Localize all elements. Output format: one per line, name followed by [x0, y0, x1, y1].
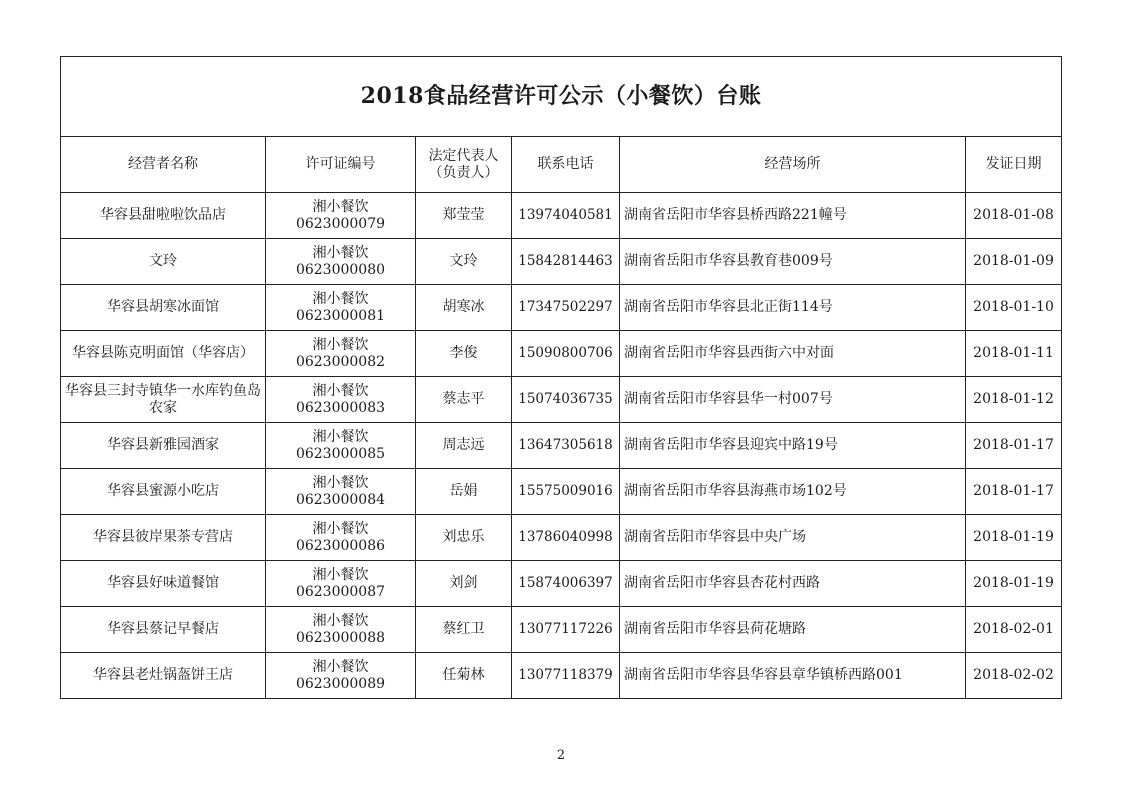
phone-cell: 13077118379 — [512, 653, 620, 699]
table-row — [61, 469, 1062, 515]
table-row — [61, 653, 1062, 699]
issue-date-cell: 2018-02-01 — [966, 607, 1062, 653]
operator-name-cell: 华容县彼岸果茶专营店 — [61, 515, 266, 561]
legal-rep-cell: 刘忠乐 — [416, 515, 512, 561]
table-row — [61, 561, 1062, 607]
operator-name-cell: 华容县老灶锅盔饼王店 — [61, 653, 266, 699]
issue-date-cell: 2018-01-19 — [966, 561, 1062, 607]
address-cell: 湖南省岳阳市华容县杏花村西路 — [620, 561, 966, 607]
operator-name-cell: 文玲 — [61, 239, 266, 285]
table-row — [61, 193, 1062, 239]
issue-date-cell: 2018-01-12 — [966, 377, 1062, 423]
issue-date-cell: 2018-01-09 — [966, 239, 1062, 285]
legal-rep-cell: 郑莹莹 — [416, 193, 512, 239]
issue-date-cell: 2018-01-19 — [966, 515, 1062, 561]
page-title: 2018食品经营许可公示（小餐饮）台账 — [61, 57, 1062, 137]
legal-rep-line2: （负责人） — [428, 164, 499, 181]
license-no-cell: 湘小餐饮0623000088 — [266, 607, 416, 653]
table-row — [61, 285, 1062, 331]
operator-name-cell: 华容县新雅园酒家 — [61, 423, 266, 469]
issue-date-cell: 2018-02-02 — [966, 653, 1062, 699]
table-row — [61, 607, 1062, 653]
header-row — [61, 137, 1062, 193]
address-cell: 湖南省岳阳市华容县华一村007号 — [620, 377, 966, 423]
address-cell: 湖南省岳阳市华容县北正街114号 — [620, 285, 966, 331]
table-row — [61, 377, 1062, 423]
phone-cell: 13647305618 — [512, 423, 620, 469]
phone-cell: 15842814463 — [512, 239, 620, 285]
legal-rep-cell: 刘剑 — [416, 561, 512, 607]
operator-name-cell: 华容县蔡记早餐店 — [61, 607, 266, 653]
legal-rep-cell: 岳娟 — [416, 469, 512, 515]
table-body — [61, 193, 1062, 699]
phone-cell: 15090800706 — [512, 331, 620, 377]
operator-name-cell: 华容县陈克明面馆（华容店） — [61, 331, 266, 377]
license-no-cell: 湘小餐饮0623000083 — [266, 377, 416, 423]
phone-cell: 17347502297 — [512, 285, 620, 331]
address-cell: 湖南省岳阳市华容县海燕市场102号 — [620, 469, 966, 515]
legal-rep-cell: 蔡红卫 — [416, 607, 512, 653]
issue-date-cell: 2018-01-11 — [966, 331, 1062, 377]
operator-name-cell: 华容县好味道餐馆 — [61, 561, 266, 607]
legal-rep-cell: 周志远 — [416, 423, 512, 469]
license-no-cell: 湘小餐饮0623000080 — [266, 239, 416, 285]
address-cell: 湖南省岳阳市华容县教育巷009号 — [620, 239, 966, 285]
phone-cell: 13974040581 — [512, 193, 620, 239]
license-ledger-table — [60, 56, 1062, 699]
license-no-cell: 湘小餐饮0623000082 — [266, 331, 416, 377]
table-row — [61, 515, 1062, 561]
column-header-legal-rep — [416, 137, 512, 193]
table-row — [61, 239, 1062, 285]
operator-name-cell: 华容县胡寒冰面馆 — [61, 285, 266, 331]
page-number: 2 — [556, 748, 566, 763]
operator-name-cell: 华容县三封寺镇华一水库钓鱼岛农家 — [61, 377, 266, 423]
phone-cell: 13786040998 — [512, 515, 620, 561]
issue-date-cell: 2018-01-17 — [966, 423, 1062, 469]
operator-name-cell: 华容县蜜源小吃店 — [61, 469, 266, 515]
phone-cell: 15874006397 — [512, 561, 620, 607]
issue-date-cell: 2018-01-08 — [966, 193, 1062, 239]
issue-date-cell: 2018-01-10 — [966, 285, 1062, 331]
address-cell: 湖南省岳阳市华容县桥西路221幢号 — [620, 193, 966, 239]
column-header-issue-date: 发证日期 — [966, 137, 1062, 193]
column-header-operator-name: 经营者名称 — [61, 137, 266, 193]
license-no-cell: 湘小餐饮0623000087 — [266, 561, 416, 607]
license-no-cell: 湘小餐饮0623000079 — [266, 193, 416, 239]
table-row — [61, 423, 1062, 469]
legal-rep-cell: 文玲 — [416, 239, 512, 285]
legal-rep-line1: 法定代表人 — [428, 147, 499, 164]
license-no-cell: 湘小餐饮0623000086 — [266, 515, 416, 561]
operator-name-cell: 华容县甜啦啦饮品店 — [61, 193, 266, 239]
phone-cell: 15575009016 — [512, 469, 620, 515]
table-row — [61, 331, 1062, 377]
license-no-cell: 湘小餐饮0623000089 — [266, 653, 416, 699]
title-row — [61, 57, 1062, 137]
phone-cell: 15074036735 — [512, 377, 620, 423]
address-cell: 湖南省岳阳市华容县迎宾中路19号 — [620, 423, 966, 469]
legal-rep-cell: 任菊林 — [416, 653, 512, 699]
address-cell: 湖南省岳阳市华容县中央广场 — [620, 515, 966, 561]
license-no-cell: 湘小餐饮0623000081 — [266, 285, 416, 331]
legal-rep-cell: 胡寒冰 — [416, 285, 512, 331]
license-no-cell: 湘小餐饮0623000085 — [266, 423, 416, 469]
column-header-address: 经营场所 — [620, 137, 966, 193]
issue-date-cell: 2018-01-17 — [966, 469, 1062, 515]
column-header-phone: 联系电话 — [512, 137, 620, 193]
address-cell: 湖南省岳阳市华容县西街六中对面 — [620, 331, 966, 377]
address-cell: 湖南省岳阳市华容县荷花塘路 — [620, 607, 966, 653]
address-cell: 湖南省岳阳市华容县华容县章华镇桥西路001 — [620, 653, 966, 699]
license-no-cell: 湘小餐饮0623000084 — [266, 469, 416, 515]
phone-cell: 13077117226 — [512, 607, 620, 653]
legal-rep-cell: 李俊 — [416, 331, 512, 377]
column-header-license-no: 许可证编号 — [266, 137, 416, 193]
legal-rep-cell: 蔡志平 — [416, 377, 512, 423]
